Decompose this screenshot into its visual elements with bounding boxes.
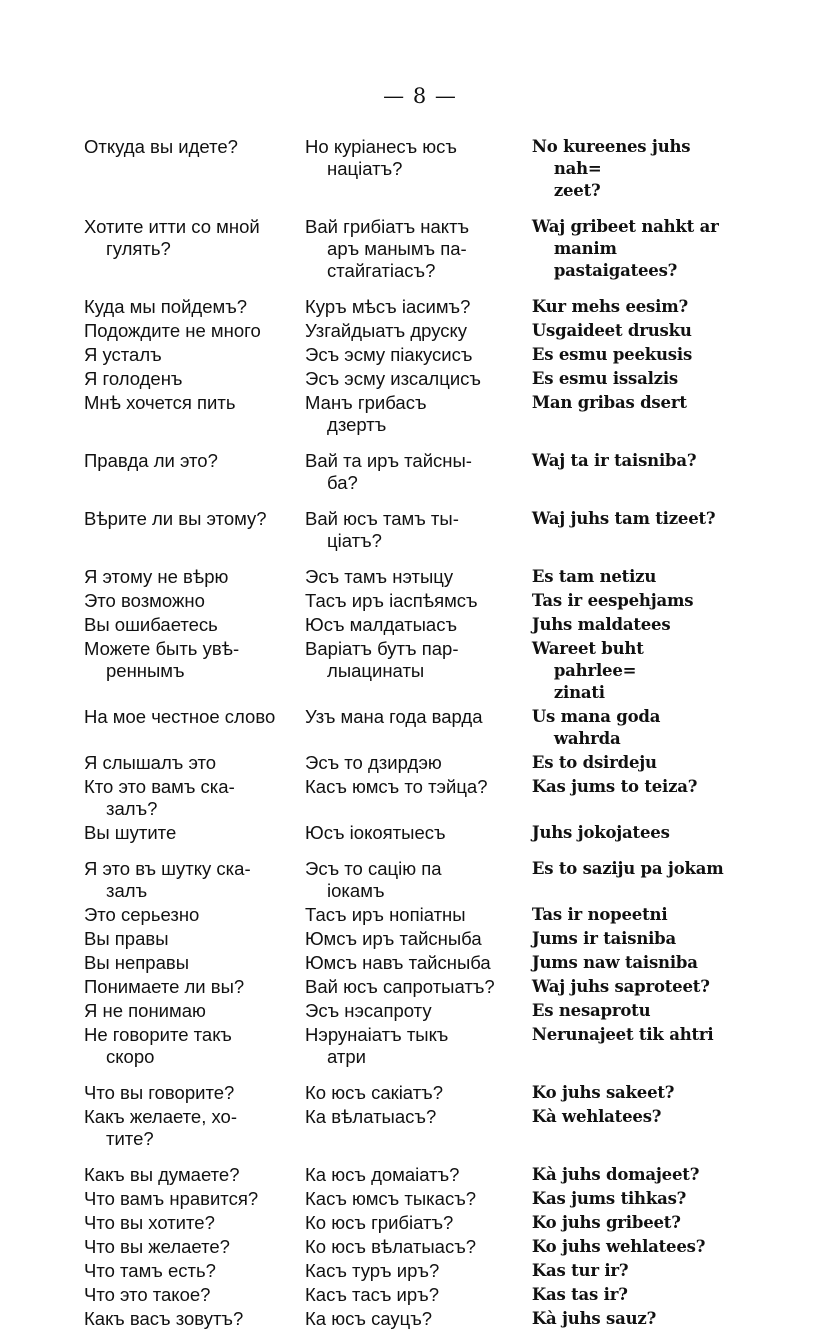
russian-phrase: Я этому не вѣрю (84, 566, 229, 587)
phrase-row (84, 858, 724, 902)
phrase-row (84, 952, 724, 974)
cyrillic-transcription: Юмсъ иръ тайсныба (305, 928, 482, 949)
latvian-phrase: Tas ir nopeetni (531, 905, 668, 924)
russian-phrase: Куда мы пойдемъ? (84, 296, 248, 317)
cyrillic-transcription: Эсъ эсму піакусисъ (305, 344, 473, 365)
latvian-phrase: Waj gribeet nahkt ar manim pastaigatees? (531, 217, 719, 280)
phrase-row (84, 566, 724, 588)
latvian-phrase: Waj ta ir taisniba? (531, 451, 697, 470)
cyrillic-transcription: Касъ туръ иръ? (305, 1260, 440, 1281)
cyrillic-transcription: Эсъ эсму изсалцисъ (305, 368, 481, 389)
cyrillic-transcription: Эсъ тамъ нэтыцу (305, 566, 454, 587)
phrase-row (84, 1212, 724, 1234)
phrase-row (84, 450, 724, 494)
russian-phrase: Я это въ шутку ска- залъ (84, 858, 251, 901)
cyrillic-transcription: Вай та иръ тайсны- ба? (305, 450, 472, 493)
cyrillic-transcription: Ко юсъ вѣлатыасъ? (305, 1236, 477, 1257)
phrase-row (84, 216, 724, 282)
russian-phrase: Вы правы (84, 928, 169, 949)
phrase-row (84, 508, 724, 552)
russian-phrase: На мое честное слово (84, 706, 276, 727)
latvian-phrase: Usgaideet drusku (531, 321, 692, 340)
latvian-phrase: Nerunajeet tik ahtri (531, 1025, 714, 1044)
cyrillic-transcription: Узъ мана года варда (305, 706, 483, 727)
phrase-row (84, 368, 724, 390)
phrase-row (84, 1000, 724, 1022)
latvian-phrase: No kureenes juhs nah= zeet? (531, 137, 691, 200)
russian-phrase: Я не понимаю (84, 1000, 206, 1021)
russian-phrase: Вы ошибаетесь (84, 614, 218, 635)
russian-phrase: Какъ желаете, хо- тите? (84, 1106, 237, 1149)
russian-phrase: Что вы хотите? (84, 1212, 215, 1233)
phrase-row (84, 1106, 724, 1150)
russian-phrase: Это возможно (84, 590, 205, 611)
cyrillic-transcription: Юмсъ навъ тайсныба (305, 952, 491, 973)
cyrillic-transcription: Ка вѣлатыасъ? (305, 1106, 437, 1127)
latvian-phrase: Es to saziju pa jokam (531, 859, 724, 878)
latvian-phrase: Ko juhs sakeet? (531, 1083, 675, 1102)
russian-phrase: Это серьезно (84, 904, 200, 925)
latvian-phrase: Waj juhs saproteet? (531, 977, 710, 996)
latvian-phrase: Us mana goda wahrda (531, 707, 661, 748)
latvian-phrase: Waj juhs tam tizeet? (531, 509, 716, 528)
russian-phrase: Какъ вы думаете? (84, 1164, 240, 1185)
latvian-phrase: Jums naw taisniba (531, 953, 698, 972)
phrase-row (84, 706, 724, 750)
phrase-row (84, 904, 724, 926)
phrase-row (84, 614, 724, 636)
cyrillic-transcription: Вай грибіатъ нактъ аръ манымъ па- стайгатіасъ? (305, 216, 470, 281)
cyrillic-transcription: Ка юсъ сауцъ? (305, 1308, 433, 1329)
latvian-phrase: Kas tur ir? (531, 1261, 629, 1280)
cyrillic-transcription: Ка юсъ домаіатъ? (305, 1164, 460, 1185)
latvian-phrase: Man gribas dsert (531, 393, 687, 412)
russian-phrase: Что тамъ есть? (84, 1260, 216, 1281)
phrase-row (84, 1024, 724, 1068)
cyrillic-transcription: Касъ юмсъ то тэйца? (305, 776, 488, 797)
phrase-row (84, 1082, 724, 1104)
cyrillic-transcription: Но куріанесъ юсъ націатъ? (305, 136, 457, 179)
latvian-phrase: Es nesaprotu (531, 1001, 651, 1020)
russian-phrase: Можете быть увѣ- реннымъ (84, 638, 240, 681)
cyrillic-transcription: Узгайдыатъ друску (305, 320, 468, 341)
latvian-phrase: Kas jums to teiza? (531, 777, 698, 796)
latvian-phrase: Kà juhs sauz? (531, 1309, 657, 1328)
russian-phrase: Кто это вамъ ска- залъ? (84, 776, 235, 819)
cyrillic-transcription: Вай юсъ сапротыатъ? (305, 976, 495, 997)
cyrillic-transcription: Касъ тасъ иръ? (305, 1284, 440, 1305)
phrase-row (84, 1308, 724, 1330)
cyrillic-transcription: Ко юсъ грибіатъ? (305, 1212, 454, 1233)
cyrillic-transcription: Юсъ малдатыасъ (305, 614, 458, 635)
russian-phrase: Правда ли это? (84, 450, 218, 471)
phrase-row (84, 590, 724, 612)
russian-phrase: Что вамъ нравится? (84, 1188, 259, 1209)
phrase-row (84, 1260, 724, 1282)
phrase-row (84, 1188, 724, 1210)
cyrillic-transcription: Касъ юмсъ тыкасъ? (305, 1188, 477, 1209)
russian-phrase: Какъ васъ зовутъ? (84, 1308, 244, 1329)
latvian-phrase: Kur mehs eesim? (531, 297, 688, 316)
cyrillic-transcription: Эсъ нэсапроту (305, 1000, 432, 1021)
cyrillic-transcription: Нэрунаіатъ тыкъ атри (305, 1024, 449, 1067)
russian-phrase: Что вы желаете? (84, 1236, 230, 1257)
cyrillic-transcription: Манъ грибасъ дзертъ (305, 392, 427, 435)
phrase-row (84, 344, 724, 366)
phrase-row (84, 392, 724, 436)
phrase-row (84, 638, 724, 704)
cyrillic-transcription: Юсъ іокоятыесъ (305, 822, 446, 843)
russian-phrase: Что это такое? (84, 1284, 211, 1305)
latvian-phrase: Kà wehlatees? (531, 1107, 662, 1126)
russian-phrase: Что вы говорите? (84, 1082, 235, 1103)
phrase-row (84, 776, 724, 820)
cyrillic-transcription: Эсъ то сацію па іокамъ (305, 858, 442, 901)
cyrillic-transcription: Варіатъ бутъ пар- лыацинаты (305, 638, 459, 681)
latvian-phrase: Kà juhs domajeet? (531, 1165, 700, 1184)
cyrillic-transcription: Тасъ иръ іаспѣямсъ (305, 590, 478, 611)
cyrillic-transcription: Куръ мѣсъ іасимъ? (305, 296, 471, 317)
russian-phrase: Не говорите такъ скоро (84, 1024, 232, 1067)
phrase-row (84, 822, 724, 844)
russian-phrase: Подождите не много (84, 320, 261, 341)
latvian-phrase: Tas ir eespehjams (531, 591, 694, 610)
cyrillic-transcription: Ко юсъ сакіатъ? (305, 1082, 444, 1103)
phrase-row (84, 136, 724, 202)
phrase-row (84, 1284, 724, 1306)
phrase-table (84, 136, 724, 1332)
latvian-phrase: Juhs jokojatees (531, 823, 670, 842)
latvian-phrase: Ko juhs wehlatees? (531, 1237, 706, 1256)
latvian-phrase: Es tam netizu (531, 567, 657, 586)
phrase-row (84, 320, 724, 342)
cyrillic-transcription: Тасъ иръ нопіатны (305, 904, 466, 925)
russian-phrase: Хотите итти со мной гулять? (84, 216, 260, 259)
russian-phrase: Мнѣ хочется пить (84, 392, 236, 413)
phrase-row (84, 752, 724, 774)
phrase-row (84, 1164, 724, 1186)
russian-phrase: Я усталъ (84, 344, 162, 365)
latvian-phrase: Es esmu peekusis (531, 345, 693, 364)
latvian-phrase: Es esmu issalzis (531, 369, 678, 388)
cyrillic-transcription: Эсъ то дзирдэю (305, 752, 442, 773)
phrase-row (84, 976, 724, 998)
phrase-row (84, 1236, 724, 1258)
latvian-phrase: Juhs maldatees (531, 615, 671, 634)
page-number: — 8 — (383, 84, 457, 108)
cyrillic-transcription: Вай юсъ тамъ ты- ціатъ? (305, 508, 459, 551)
latvian-phrase: Kas tas ir? (531, 1285, 628, 1304)
phrase-row (84, 928, 724, 950)
phrase-row (84, 296, 724, 318)
latvian-phrase: Kas jums tihkas? (531, 1189, 687, 1208)
latvian-phrase: Wareet buht pahrlee= zinati (531, 639, 644, 702)
russian-phrase: Вѣрите ли вы этому? (84, 508, 267, 529)
russian-phrase: Я слышалъ это (84, 752, 217, 773)
russian-phrase: Я голоденъ (84, 368, 183, 389)
russian-phrase: Вы шутите (84, 822, 177, 843)
russian-phrase: Вы неправы (84, 952, 190, 973)
russian-phrase: Понимаете ли вы? (84, 976, 245, 997)
latvian-phrase: Es to dsirdeju (531, 753, 657, 772)
latvian-phrase: Ko juhs gribeet? (531, 1213, 681, 1232)
latvian-phrase: Jums ir taisniba (531, 929, 677, 948)
russian-phrase: Откуда вы идете? (84, 136, 238, 157)
